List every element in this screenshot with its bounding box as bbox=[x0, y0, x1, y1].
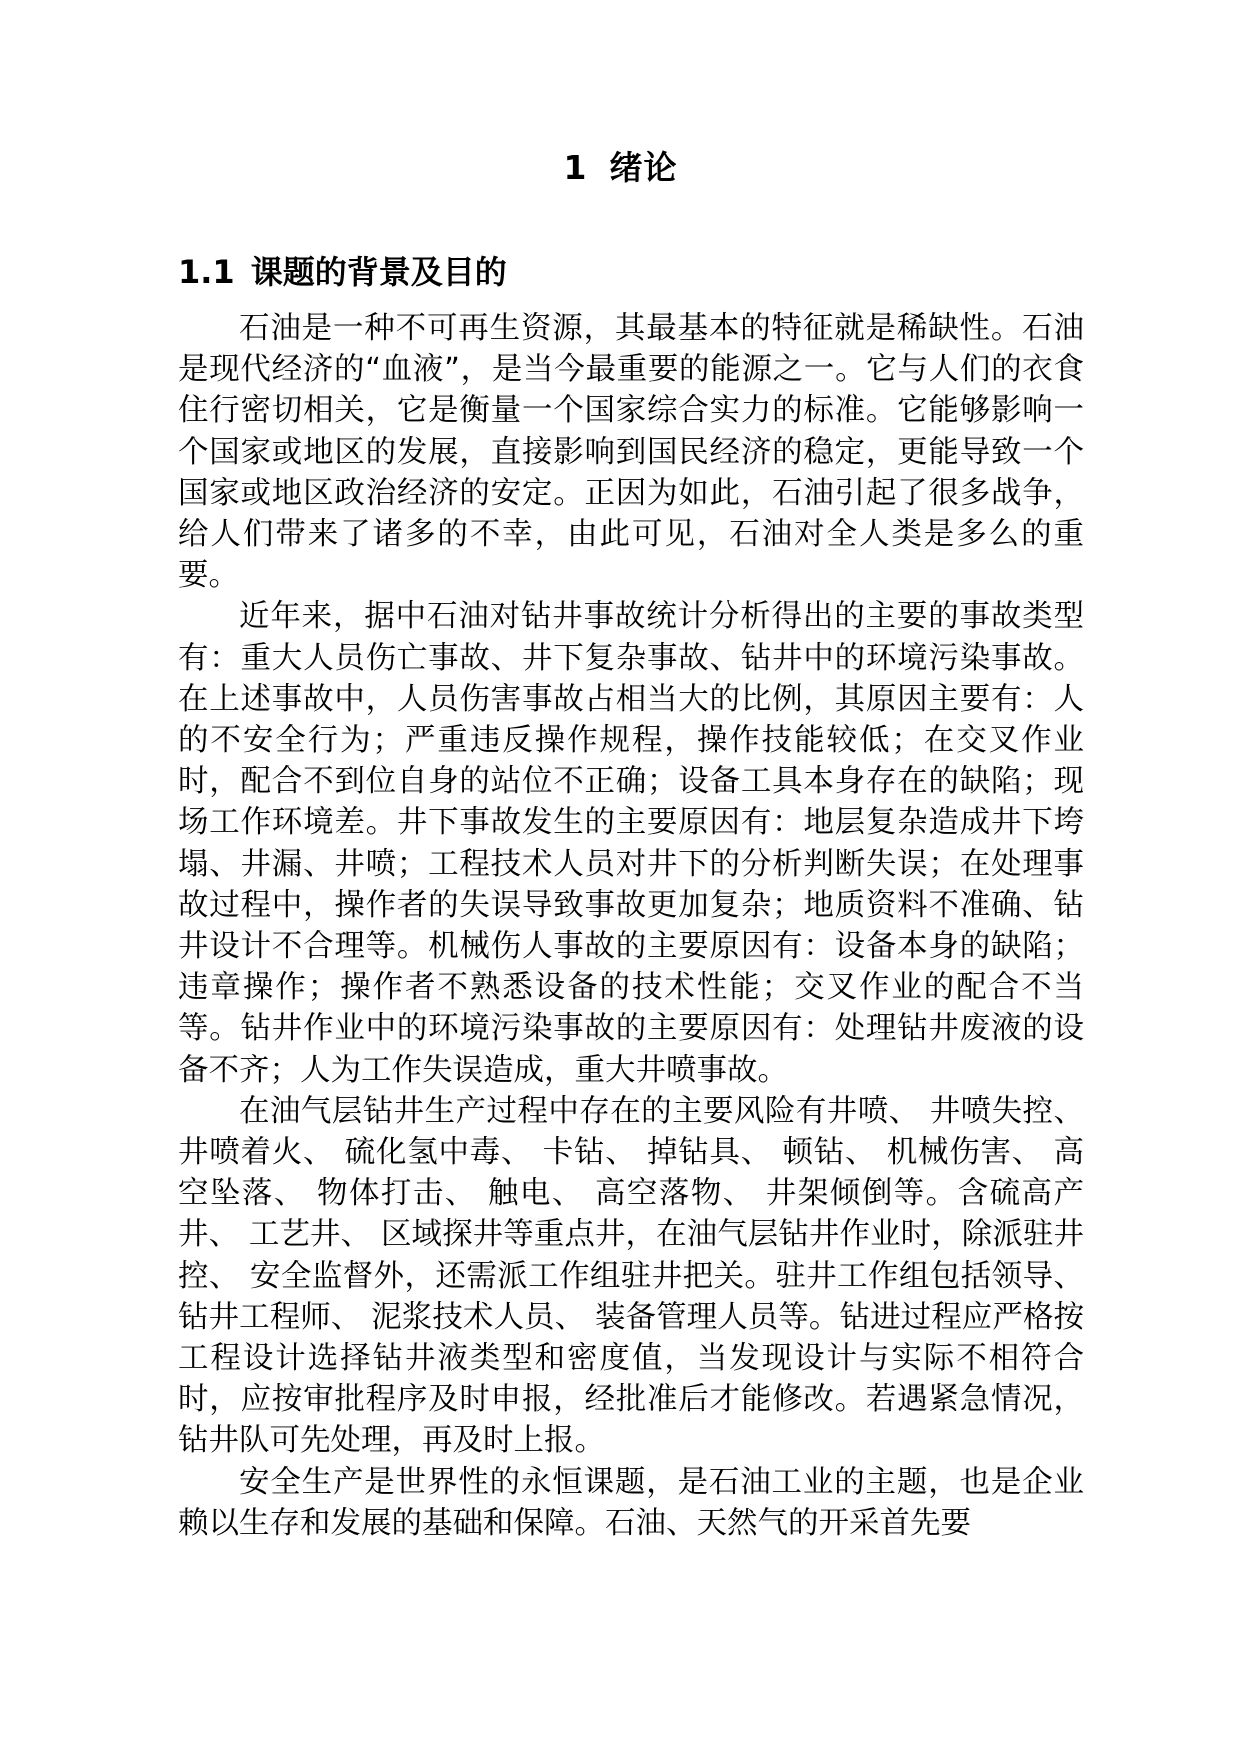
paragraph-4: 安全生产是世界性的永恒课题，是石油工业的主题，也是企业赖以生存和发展的基础和保障。石油、天然气的开采首先要 bbox=[178, 1464, 1084, 1541]
section-number: 1.1 bbox=[178, 253, 235, 291]
paragraph-3: 在油气层钻井生产过程中存在的主要风险有井喷、 井喷失控、 井喷着火、 硫化氢中毒、 卡钻、 掉钻具、 顿钻、 机械伤害、 高空坠落、 物体打击、 触电、 高空落物、 井架倾倒等。含硫高产井、 工艺井、 区域探井等重点井，在油气层钻井作业时，除派驻井控、 安全监督外，还需派工作组驻井把关。驻井工作组包括领导、 钻井工程师、 泥浆技术人员、 装备管理人员等。钻进过程应严格按工程设计选择钻井液类型和密度值，当发现设计与实际不相符合时，应按审批程序及时申报，经批准后才能修改。若遇紧急情况，钻井队可先处理，再及时上报。 bbox=[178, 1093, 1084, 1459]
chapter-title bbox=[0, 146, 1241, 190]
chapter-number: 1 bbox=[563, 148, 588, 187]
body-text bbox=[178, 308, 1084, 1544]
section-title-text: 课题的背景及目的 bbox=[250, 253, 507, 291]
chapter-title-text: 绪论 bbox=[609, 148, 678, 187]
section-title bbox=[178, 250, 507, 294]
paragraph-1: 石油是一种不可再生资源，其最基本的特征就是稀缺性。石油是现代经济的“血液”，是当今最重要的能源之一。它与人们的衣食住行密切相关，它是衡量一个国家综合实力的标准。它能够影响一个国家或地区的发展，直接影响到国民经济的稳定，更能导致一个国家或地区政治经济的安定。正因为如此，石油引起了很多战争，给人们带来了诸多的不幸，由此可见，石油对全人类是多么的重要。 bbox=[178, 311, 1084, 594]
paragraph-2: 近年来，据中石油对钻井事故统计分析得出的主要的事故类型有：重大人员伤亡事故、井下复杂事故、钻井中的环境污染事故。在上述事故中，人员伤害事故占相当大的比例，其原因主要有：人的不安全行为；严重违反操作规程，操作技能较低；在交叉作业时，配合不到位自身的站位不正确；设备工具本身存在的缺陷；现场工作环境差。井下事故发生的主要原因有：地层复杂造成井下垮塌、井漏、井喷；工程技术人员对井下的分析判断失误；在处理事故过程中，操作者的失误导致事故更加复杂；地质资料不准确、钻井设计不合理等。机械伤人事故的主要原因有：设备本身的缺陷；违章操作；操作者不熟悉设备的技术性能；交叉作业的配合不当等。钻井作业中的环境污染事故的主要原因有：处理钻井废液的设备不齐；人为工作失误造成，重大井喷事故。 bbox=[178, 599, 1084, 1088]
